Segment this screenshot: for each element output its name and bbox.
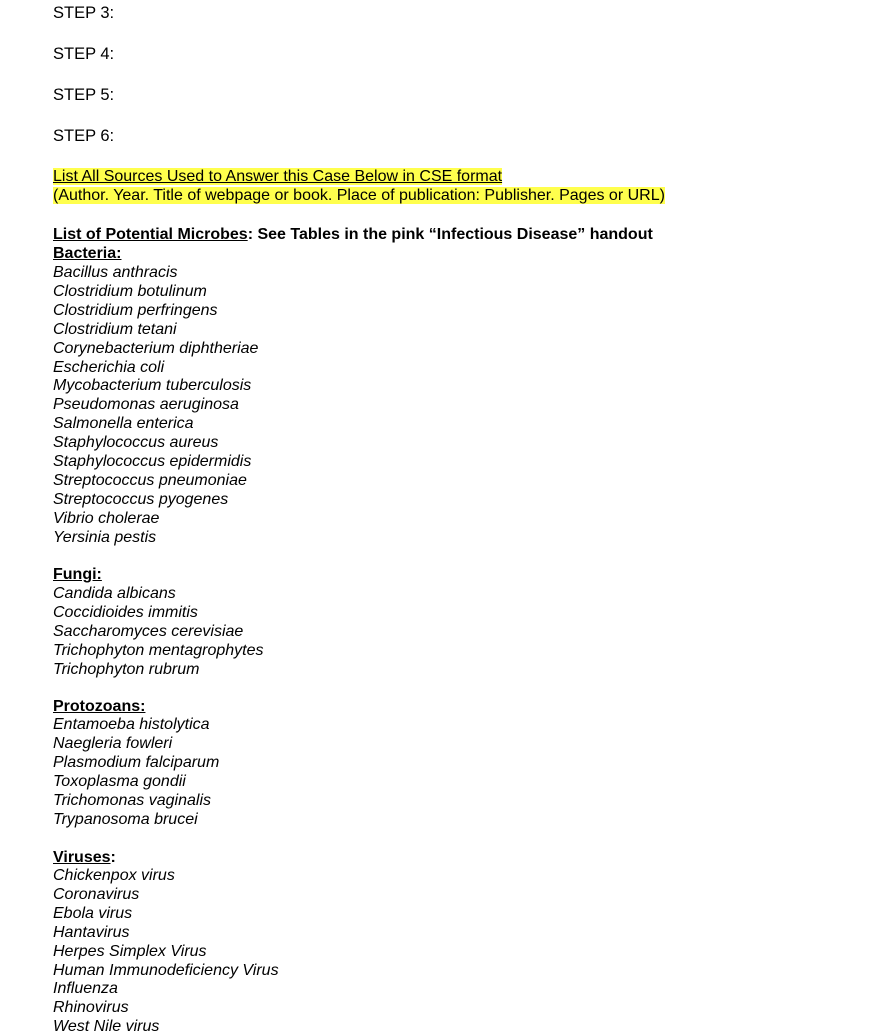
bacteria-list-item: Staphylococcus epidermidis [53, 453, 252, 470]
viruses-list-item: Influenza [53, 980, 118, 998]
viruses-list-item: Herpes Simplex Virus [53, 942, 207, 960]
viruses-label-line [53, 848, 116, 867]
protozoans-list-item: Entamoeba histolytica [53, 716, 210, 733]
protozoans-list-item: Naegleria fowleri [53, 734, 173, 752]
bacteria-list-item: Streptococcus pneumoniae [53, 471, 247, 489]
microbes-heading-suffix: : See Tables in the pink “Infectious Disease” handout [247, 226, 653, 243]
viruses-list-item: Hantavirus [53, 923, 130, 941]
bacteria-label: Bacteria: [53, 245, 122, 262]
viruses-list-item: Coronavirus [53, 885, 140, 903]
sources-heading: List All Sources Used to Answer this Case Below in CSE format [53, 168, 503, 185]
step-4-label: STEP 4: [53, 45, 115, 63]
protozoans-list-item: Trypanosoma brucei [53, 810, 198, 828]
bacteria-list-item: Clostridium botulinum [53, 282, 207, 300]
sources-format-line [53, 186, 665, 205]
bacteria-list-item: Yersinia pestis [53, 528, 157, 546]
bacteria-list-item: Salmonella enterica [53, 415, 194, 433]
viruses-label: Viruses [53, 849, 111, 866]
step-3-label: STEP 3: [53, 4, 115, 22]
fungi-label: Fungi: [53, 566, 102, 583]
step-6-label: STEP 6: [53, 127, 115, 145]
sources-format: (Author. Year. Title of webpage or book. Place of publication: Publisher. Pages or URL) [53, 187, 665, 204]
bacteria-list-item: Bacillus anthracis [53, 264, 178, 281]
sources-heading-line [53, 167, 502, 186]
fungi-list-item: Candida albicans [53, 585, 176, 602]
protozoans-list-item: Toxoplasma gondii [53, 772, 186, 790]
bacteria-list-item: Clostridium perfringens [53, 301, 218, 319]
bacteria-list-item: Streptococcus pyogenes [53, 490, 229, 508]
step-5-label: STEP 5: [53, 86, 115, 104]
bacteria-list-item: Escherichia coli [53, 358, 165, 376]
bacteria-list-item: Vibrio cholerae [53, 509, 160, 527]
bacteria-list-item: Mycobacterium tuberculosis [53, 377, 252, 395]
bacteria-list-item: Clostridium tetani [53, 320, 177, 338]
viruses-list-item: West Nile virus [53, 1018, 160, 1036]
fungi-list-item: Saccharomyces cerevisiae [53, 622, 244, 640]
microbes-heading: List of Potential Microbes [53, 226, 248, 243]
viruses-label-suffix: : [110, 849, 116, 866]
viruses-list-item: Rhinovirus [53, 999, 129, 1017]
bacteria-list-item: Staphylococcus aureus [53, 434, 219, 452]
bacteria-list-item: Pseudomonas aeruginosa [53, 396, 239, 414]
fungi-list-item: Coccidioides immitis [53, 603, 198, 621]
protozoans-list-item: Trichomonas vaginalis [53, 791, 211, 809]
protozoans-label: Protozoans: [53, 698, 146, 715]
viruses-list-item: Ebola virus [53, 904, 133, 922]
fungi-list-item: Trichophyton rubrum [53, 660, 200, 678]
microbes-heading-line [53, 225, 653, 244]
fungi-list-item: Trichophyton mentagrophytes [53, 641, 264, 659]
viruses-list-item: Chickenpox virus [53, 867, 175, 884]
bacteria-list-item: Corynebacterium diphtheriae [53, 339, 259, 357]
protozoans-list-item: Plasmodium falciparum [53, 753, 220, 771]
viruses-list-item: Human Immunodeficiency Virus [53, 961, 279, 979]
